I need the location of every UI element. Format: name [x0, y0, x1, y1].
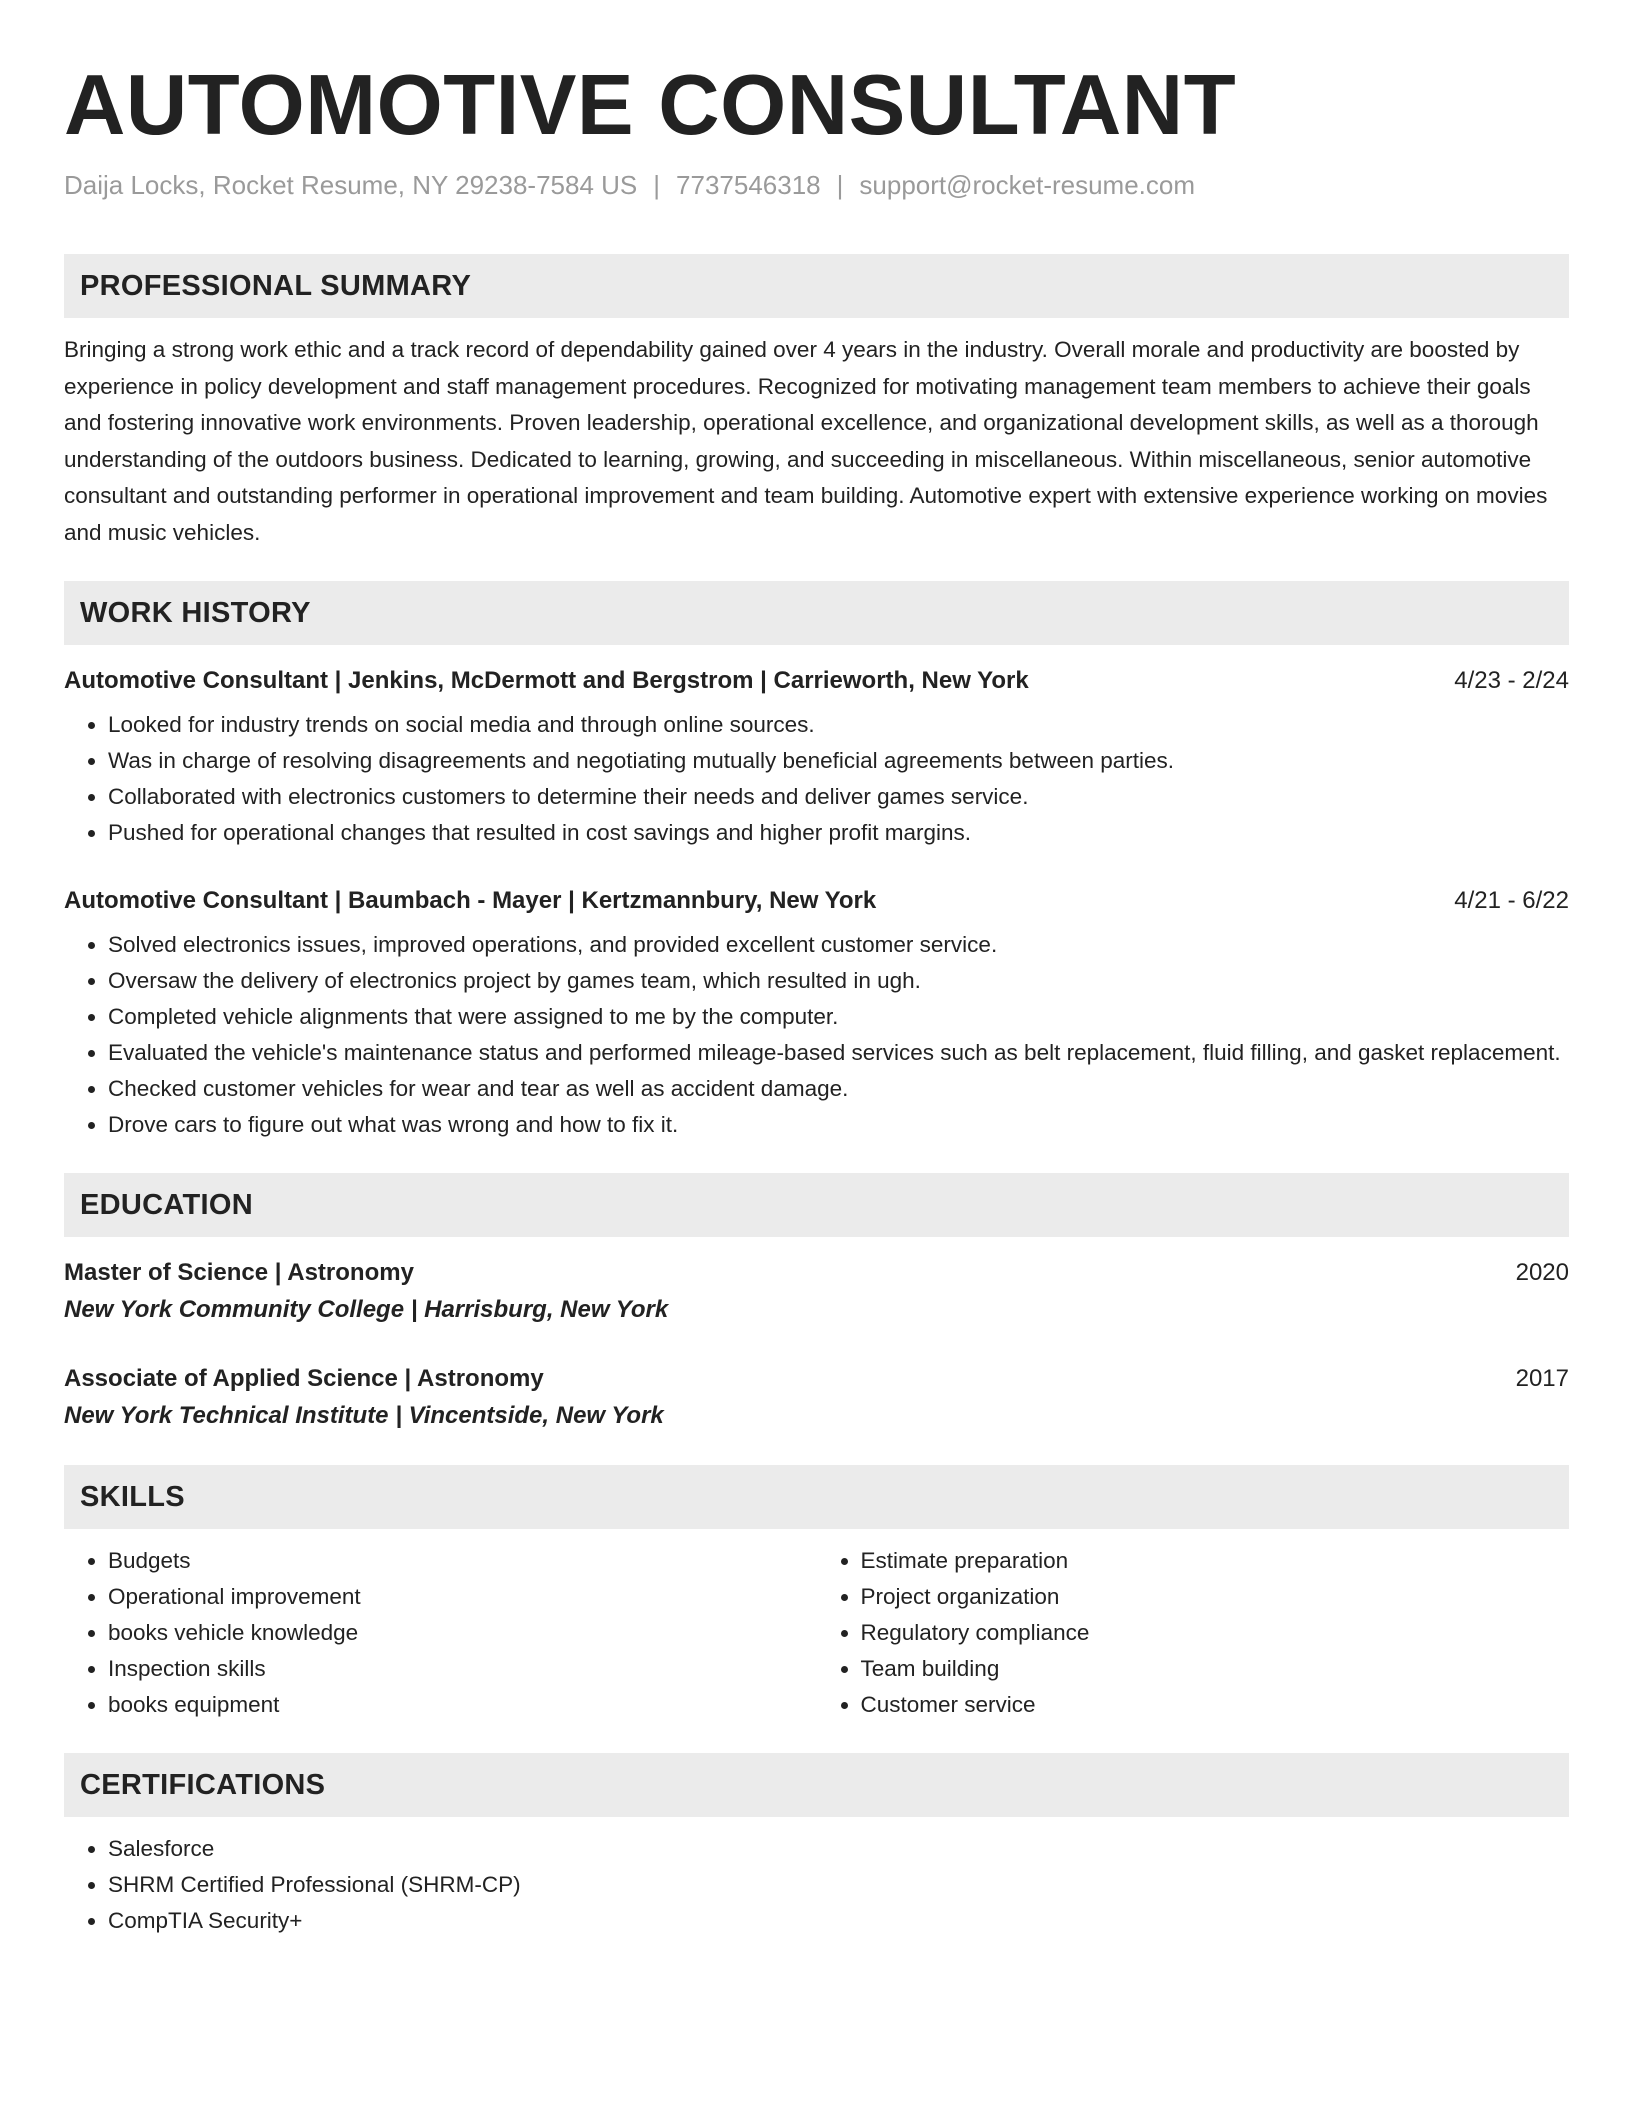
contact-separator: | [653, 170, 661, 200]
contact-separator: | [836, 170, 844, 200]
certification-item: • Salesforce [108, 1831, 1569, 1867]
skill-item: • Customer service [861, 1687, 1570, 1723]
section-header-certifications: CERTIFICATIONS [64, 1753, 1569, 1817]
skills-grid [64, 1543, 1569, 1723]
section-header-work-history: WORK HISTORY [64, 581, 1569, 645]
contact-email: support@rocket-resume.com [859, 170, 1196, 200]
job-bullet: • Evaluated the vehicle's maintenance status and performed mileage-based services such as belt replacement, fluid filling, and gasket replacement. [108, 1035, 1569, 1071]
job-bullet: • Collaborated with electronics customers to determine their needs and deliver games service. [108, 779, 1569, 815]
skill-item: • Inspection skills [108, 1651, 817, 1687]
education-school: New York Community College | Harrisburg, New York [64, 1296, 669, 1323]
skills-list-left [64, 1543, 817, 1723]
job-bullet: • Looked for industry trends on social media and through online sources. [108, 707, 1569, 743]
skill-item: • books equipment [108, 1687, 817, 1723]
education-entry [64, 1361, 1569, 1435]
job-bullet: • Oversaw the delivery of electronics project by games team, which resulted in ugh. [108, 963, 1569, 999]
job-heading-row [64, 883, 1569, 919]
education-heading-row [64, 1255, 1569, 1291]
job-bullet: • Was in charge of resolving disagreements and negotiating mutually beneficial agreements between parties. [108, 743, 1569, 779]
skills-list-right [817, 1543, 1570, 1723]
skill-item: • Operational improvement [108, 1579, 817, 1615]
education-degree: Master of Science | Astronomy [64, 1259, 414, 1286]
certifications-block [64, 1831, 1569, 1939]
skill-item: • Project organization [861, 1579, 1570, 1615]
contact-line [64, 168, 1569, 202]
job-title: Automotive Consultant | Jenkins, McDermott and Bergstrom | Carrieworth, New York [64, 667, 1029, 694]
education-entry [64, 1255, 1569, 1329]
job-bullet: • Checked customer vehicles for wear and tear as well as accident damage. [108, 1071, 1569, 1107]
job-bullet: • Drove cars to figure out what was wrong and how to fix it. [108, 1107, 1569, 1143]
job-dates: 4/21 - 6/22 [1454, 887, 1569, 914]
education-year: 2017 [1515, 1365, 1569, 1392]
education-heading-row [64, 1361, 1569, 1397]
section-header-skills: SKILLS [64, 1465, 1569, 1529]
certification-item: • CompTIA Security+ [108, 1903, 1569, 1939]
skill-item: • Estimate preparation [861, 1543, 1570, 1579]
summary-text: Bringing a strong work ethic and a track record of dependability gained over 4 years in the industry. Overall morale and productivity are boosted by experience in policy development and staff management procedures. Recognized for motivating management team members to achieve their goals and fostering innovative work environments. Proven leadership, operational excellence, and organizational development skills, as well as a thorough understanding of the outdoors business. Dedicated to learning, growing, and succeeding in miscellaneous. Within miscellaneous, senior automotive consultant and outstanding performer in operational improvement and team building. Automotive expert with extensive experience working on movies and music vehicles. [64, 337, 1548, 545]
education-degree: Associate of Applied Science | Astronomy [64, 1365, 544, 1392]
job-title: Automotive Consultant | Baumbach - Mayer | Kertzmannbury, New York [64, 887, 877, 914]
skill-item: • Regulatory compliance [861, 1615, 1570, 1651]
job-dates: 4/23 - 2/24 [1454, 667, 1569, 694]
job-entry [64, 663, 1569, 851]
job-bullet: • Completed vehicle alignments that were assigned to me by the computer. [108, 999, 1569, 1035]
skill-item: • Team building [861, 1651, 1570, 1687]
contact-address: Daija Locks, Rocket Resume, NY 29238-7584 US [64, 170, 638, 200]
skill-item: • Budgets [108, 1543, 817, 1579]
job-bullet: • Solved electronics issues, improved operations, and provided excellent customer service. [108, 927, 1569, 963]
education-school: New York Technical Institute | Vincentside, New York [64, 1402, 664, 1429]
job-bullet-list [64, 707, 1569, 851]
certification-item: • SHRM Certified Professional (SHRM-CP) [108, 1867, 1569, 1903]
certifications-list [64, 1831, 1569, 1939]
section-header-summary: PROFESSIONAL SUMMARY [64, 254, 1569, 318]
job-bullet-list [64, 927, 1569, 1143]
job-entry [64, 883, 1569, 1143]
resume-title: AUTOMOTIVE CONSULTANT [64, 58, 1237, 153]
section-header-education: EDUCATION [64, 1173, 1569, 1237]
job-heading-row [64, 663, 1569, 699]
contact-phone: 7737546318 [676, 170, 821, 200]
education-year: 2020 [1515, 1259, 1569, 1286]
job-bullet: • Pushed for operational changes that resulted in cost savings and higher profit margins. [108, 815, 1569, 851]
skill-item: • books vehicle knowledge [108, 1615, 817, 1651]
